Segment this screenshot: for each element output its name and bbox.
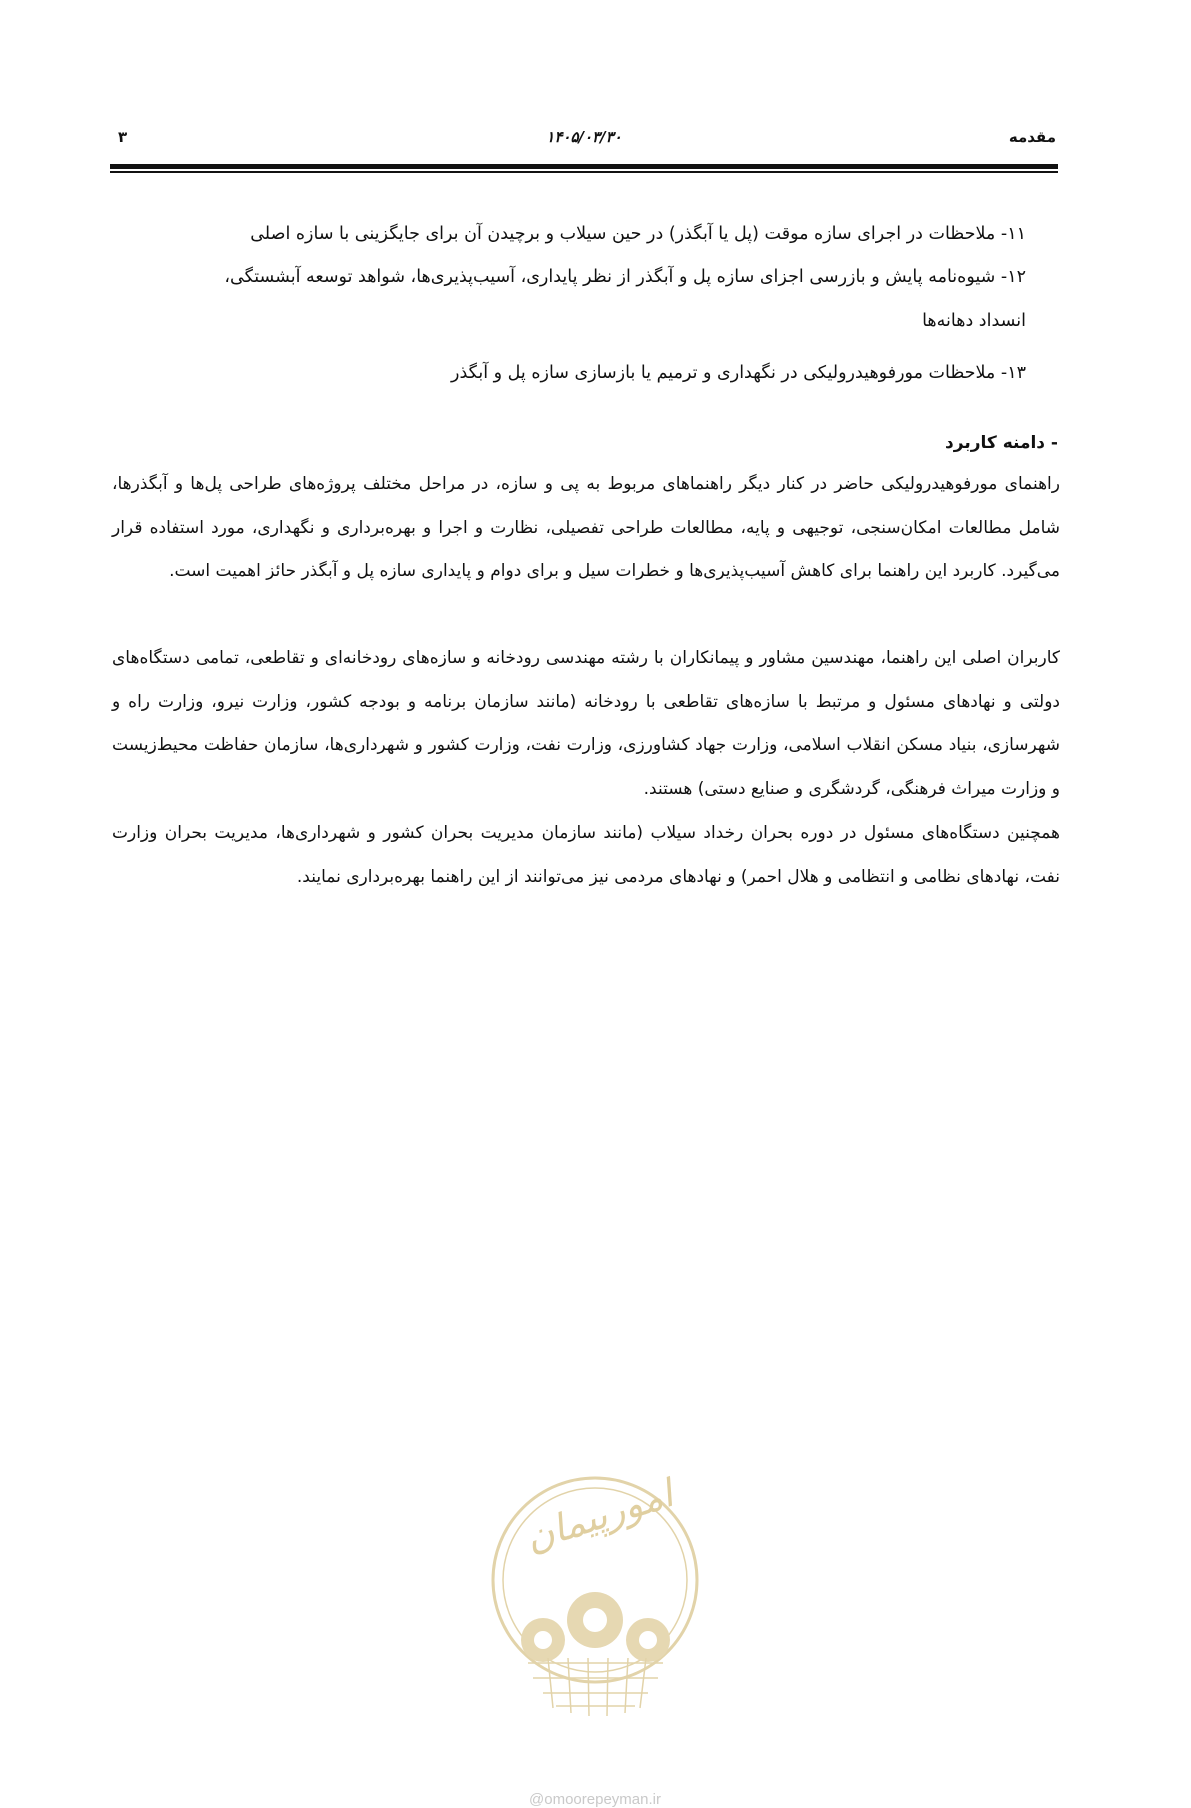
list-item-13: ۱۳- ملاحظات مورفوهیدرولیکی در نگهداری و ترمیم یا بازسازی سازه پل و آبگذر bbox=[451, 363, 1026, 383]
watermark-url: @omoorepeyman.ir bbox=[529, 1791, 661, 1808]
header-rule-thick bbox=[110, 164, 1058, 169]
paragraph-crisis: همچنین دستگاه‌های مسئول در دوره بحران رخداد سیلاب (مانند سازمان مدیریت بحران کشور و شهرداری‌ها، مدیریت بحران وزارت نفت، نهادهای نظامی و انتظامی و هلال احمر) و نهادهای مردمی نیز می‌توانند از این راهنما بهره‌برداری نمایند. bbox=[112, 823, 1060, 887]
page-header bbox=[110, 128, 1058, 152]
page-number: ۳ bbox=[118, 128, 128, 146]
section-heading: - دامنه کاربرد bbox=[945, 433, 1058, 453]
logo-text: امورپیمان bbox=[519, 1471, 679, 1561]
section-title: مقدمه bbox=[1008, 128, 1056, 146]
watermark-logo bbox=[488, 1458, 703, 1728]
logo-grid-icon bbox=[528, 1658, 663, 1716]
header-rule-thin bbox=[110, 171, 1058, 173]
header-date: ۱۴۰۵/۰۳/۳۰ bbox=[546, 128, 622, 146]
list-item-12-continuation: انسداد دهانه‌ها bbox=[922, 311, 1026, 331]
list-item-11: ۱۱- ملاحظات در اجرای سازه موقت (پل یا آبگذر) در حین سیلاب و برچیدن آن برای جایگزینی با سازه اصلی bbox=[250, 224, 1026, 244]
list-item-12: ۱۲- شیوه‌نامه پایش و بازرسی اجزای سازه پل و آبگذر از نظر پایداری، آسیب‌پذیری‌ها، شواهد توسعه آبشستگی، bbox=[224, 267, 1026, 287]
paragraph-scope: راهنمای مورفوهیدرولیکی حاضر در کنار دیگر راهنماهای مربوط به پی و سازه، در مراحل مختلف پروژه‌های طراحی پل‌ها و آبگذرها، شامل مطالعات امکان‌سنجی، توجیهی و پایه، مطالعات طراحی تفصیلی، نظارت و اجرا و بهره‌برداری و نگهداری، مورد استفاده قرار می‌گیرد. کاربرد این راهنما برای کاهش آسیب‌پذیری‌ها و خطرات سیل و برای دوام و پایداری سازه پل و آبگذر حائز اهمیت است. bbox=[112, 474, 1060, 581]
paragraph-users: کاربران اصلی این راهنما، مهندسین مشاور و پیمانکاران با رشته مهندسی رودخانه و سازه‌های رودخانه‌ای و تقاطعی، تمامی دستگاه‌های دولتی و نهادهای مسئول و مرتبط با سازه‌های تقاطعی با رودخانه (مانند سازمان برنامه و بودجه کشور، وزارت نیرو، وزارت راه و شهرسازی، بنیاد مسکن انقلاب اسلامی، وزارت جهاد کشاورزی، وزارت نفت، وزارت کشور و شهرداری‌ها، سازمان حفاظت محیط‌زیست و وزارت میراث فرهنگی، گردشگری و صنایع دستی) هستند. bbox=[112, 648, 1060, 799]
